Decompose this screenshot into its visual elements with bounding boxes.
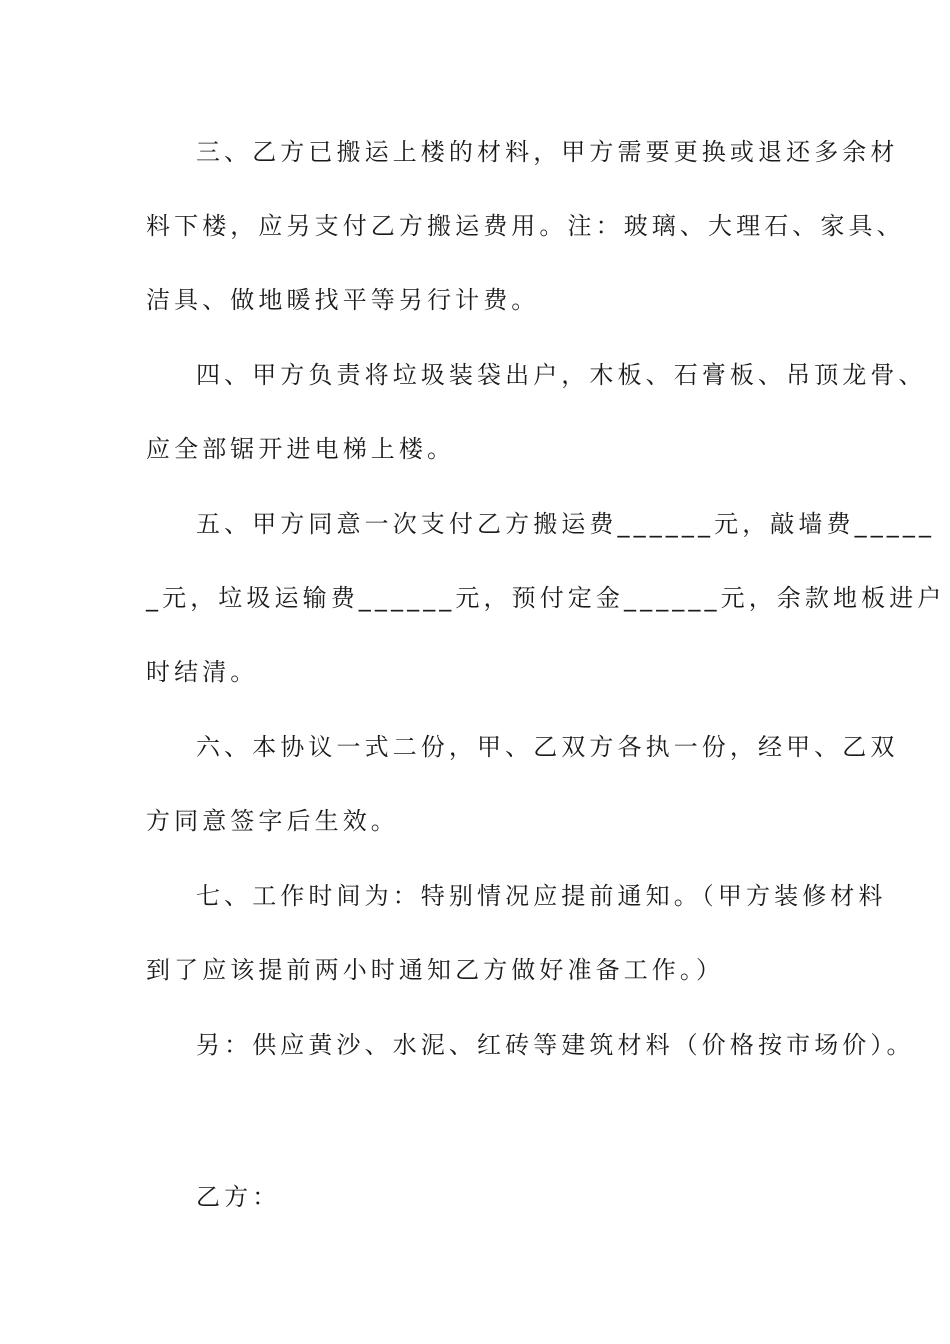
clause-6-line-1: 六、本协议一式二份，甲、乙双方各执一份，经甲、乙双 (196, 733, 899, 761)
party-b-label: 乙方： (196, 1183, 281, 1211)
clause-5-line-1: 五、甲方同意一次支付乙方搬运费______元，敲墙费_____ (196, 510, 936, 538)
clause-3-line-2: 料下楼，应另支付乙方搬运费用。注：玻璃、大理石、家具、 (146, 212, 905, 240)
clause-3-line-1: 三、乙方已搬运上楼的材料，甲方需要更换或退还多余材 (196, 138, 899, 166)
clause-7-line-1: 七、工作时间为：特别情况应提前通知。（甲方装修材料 (196, 882, 887, 910)
supply-note: 另：供应黄沙、水泥、红砖等建筑材料（价格按市场价）。 (196, 1031, 915, 1059)
clause-7-line-2: 到了应该提前两小时通知乙方做好准备工作。） (146, 956, 725, 984)
clause-6-line-2: 方同意签字后生效。 (146, 807, 399, 835)
clause-5-line-2: _元，垃圾运输费______元，预付定金______元，余款地板进户 (146, 584, 946, 612)
clause-3-line-3: 洁具、做地暖找平等另行计费。 (146, 286, 540, 314)
clause-4-line-2: 应全部锯开进电梯上楼。 (146, 435, 456, 463)
clause-5-line-3: 时结清。 (146, 658, 259, 686)
clause-4-line-1: 四、甲方负责将垃圾装袋出户，木板、石膏板、吊顶龙骨、 (196, 361, 927, 389)
